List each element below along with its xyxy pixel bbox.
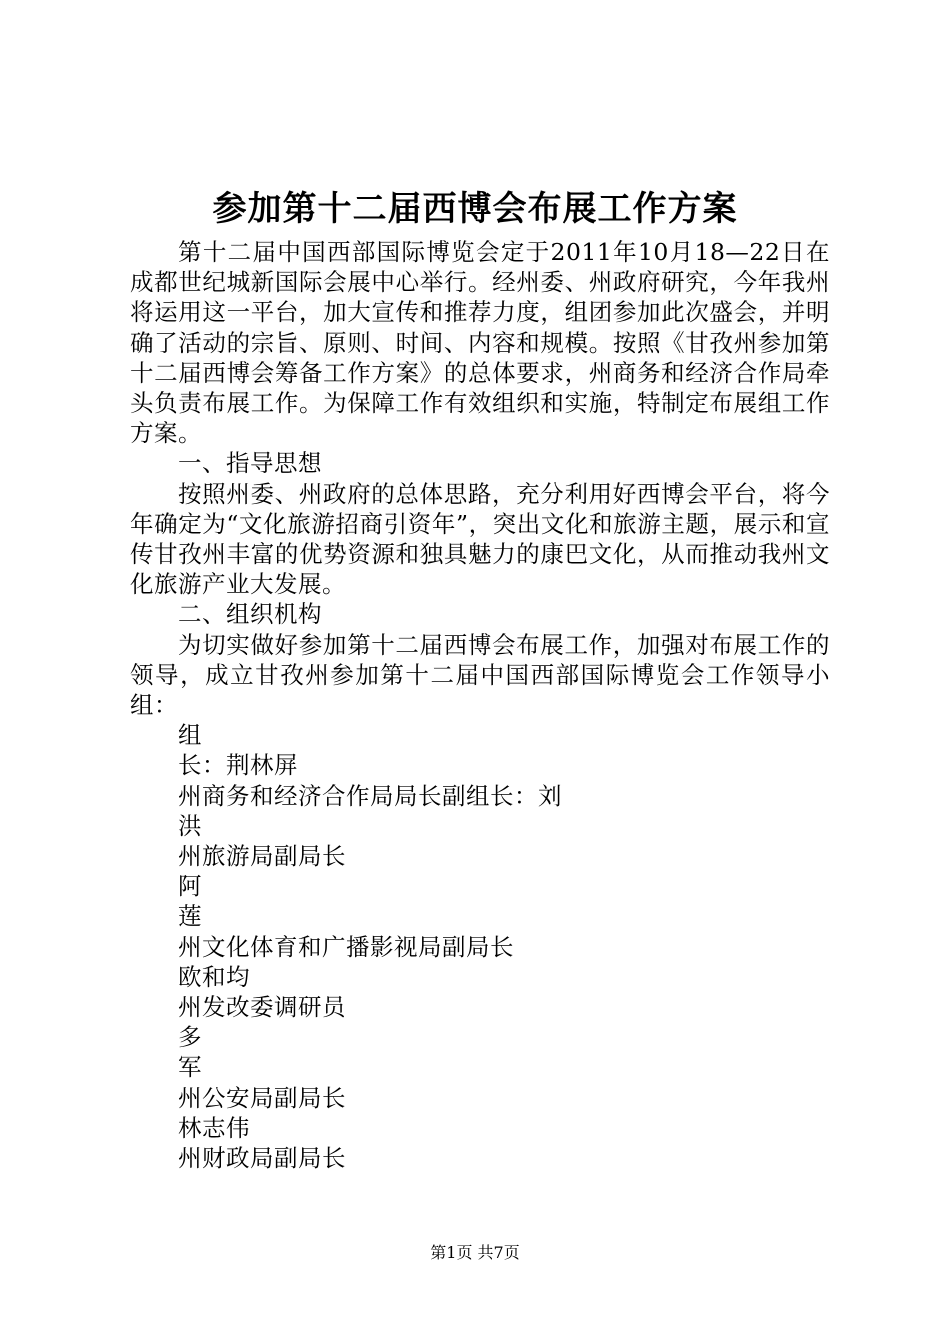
list-item: 组: [178, 721, 202, 750]
section-heading-organization: 二、组织机构: [178, 600, 322, 629]
list-item: 长：荆林屏: [178, 751, 298, 780]
leadership-group-list: [130, 720, 830, 1173]
document-title: 参加第十二届西博会布展工作方案: [212, 189, 738, 229]
list-item: 林志伟: [178, 1113, 250, 1142]
list-item: 莲: [178, 902, 202, 931]
list-item: 州财政局副局长: [178, 1144, 346, 1173]
list-item: 多: [178, 1023, 202, 1052]
intro-paragraph: 第十二届中国西部国际博览会定于2011年10月18—22日在成都世纪城新国际会展中心举行。经州委、州政府研究，今年我州将运用这一平台，加大宣传和推荐力度，组团参加此次盛会，并明确了活动的宗旨、原则、时间、内容和规模。按照《甘孜州参加第十二届西博会筹备工作方案》的总体要求，州商务和经济合作局牵头负责布展工作。为保障工作有效组织和实施，特制定布展组工作方案。: [130, 238, 830, 448]
list-item: 军: [178, 1053, 202, 1082]
list-item: 洪: [178, 811, 202, 840]
guiding-ideology-paragraph: 按照州委、州政府的总体思路，充分利用好西博会平台，将今年确定为“文化旅游招商引资年”，突出文化和旅游主题，展示和宣传甘孜州丰富的优势资源和独具魅力的康巴文化，从而推动我州文化旅游产业大发展。: [130, 479, 830, 599]
list-item: 欧和均: [178, 962, 250, 991]
organization-paragraph: 为切实做好参加第十二届西博会布展工作，加强对布展工作的领导，成立甘孜州参加第十二届中国西部国际博览会工作领导小组：: [130, 630, 830, 720]
list-item: 州公安局副局长: [178, 1083, 346, 1112]
section-heading-guiding-ideology: 一、指导思想: [178, 449, 322, 478]
list-item: 州旅游局副局长: [178, 842, 346, 871]
list-item: 州文化体育和广播影视局副局长: [178, 932, 514, 961]
list-item: 州发改委调研员: [178, 993, 346, 1022]
document-body: [130, 237, 830, 1173]
page-footer: 第1页 共7页: [430, 1243, 520, 1262]
list-item: 州商务和经济合作局局长副组长：刘: [178, 781, 562, 810]
list-item: 阿: [178, 872, 202, 901]
